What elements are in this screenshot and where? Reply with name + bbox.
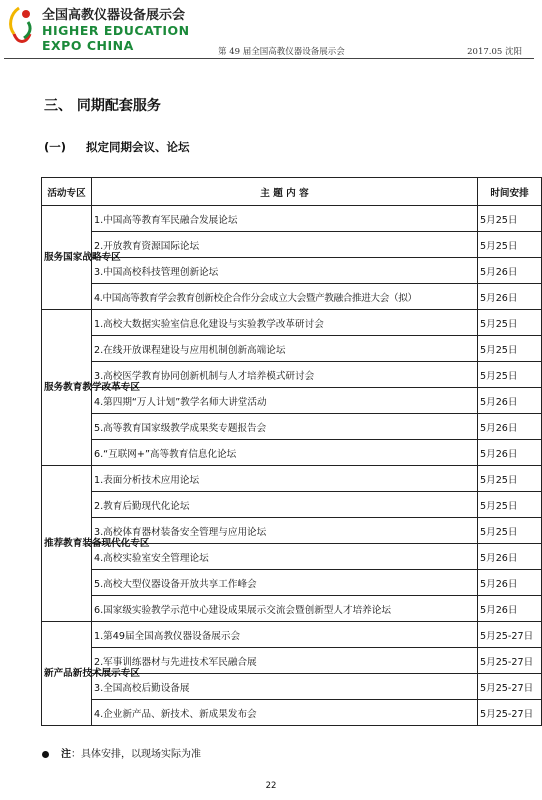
note-text: ：具体安排，以现场实际为准 [71,749,201,760]
topic-cell: 4.高校实验室安全管理论坛 [92,544,478,570]
table-row [42,622,542,648]
time-cell: 5月26日 [478,284,542,310]
expo-logo-icon [4,4,34,50]
table-row [42,336,542,362]
header-zone: 活动专区 [42,178,92,206]
time-cell: 5月25-27日 [478,674,542,700]
topic-cell: 4.中国高等教育学会教育创新校企合作分会成立大会暨产教融合推进大会（拟） [92,284,478,310]
topic-cell: 2.在线开放课程建设与应用机制创新高端论坛 [92,336,478,362]
topic-cell: 2.教育后勤现代化论坛 [92,492,478,518]
table-row [42,700,542,726]
zone-cell: 服务教育教学改革专区 [42,310,92,466]
table-row [42,492,542,518]
table-row [42,440,542,466]
time-cell: 5月25日 [478,362,542,388]
header-divider [4,58,534,59]
topic-cell: 5.高等教育国家级教学成果奖专题报告会 [92,414,478,440]
time-cell: 5月26日 [478,414,542,440]
time-cell: 5月26日 [478,440,542,466]
topic-cell: 4.第四期“万人计划”教学名师大讲堂活动 [92,388,478,414]
topic-cell: 3.高校体育器材装备安全管理与应用论坛 [92,518,478,544]
schedule-table [41,177,542,726]
logo-english-line2: EXPO CHINA [42,38,134,53]
subsection-number: (一) [44,140,67,154]
zone-cell: 新产品新技术展示专区 [42,622,92,726]
page-header [0,0,542,62]
time-cell: 5月26日 [478,596,542,622]
header-date-location: 2017.05 沈阳 [467,47,522,57]
header-event-name: 第 49 届全国高教仪器设备展示会 [218,47,345,57]
bullet-icon [42,751,49,758]
topic-cell: 3.高校医学教育协同创新机制与人才培养模式研讨会 [92,362,478,388]
zone-cell: 推荐教育装备现代化专区 [42,466,92,622]
topic-cell: 1.中国高等教育军民融合发展论坛 [92,206,478,232]
time-cell: 5月25-27日 [478,648,542,674]
time-cell: 5月25日 [478,518,542,544]
topic-cell: 3.中国高校科技管理创新论坛 [92,258,478,284]
subsection-text: 拟定同期会议、论坛 [86,140,190,154]
subsection-title [44,139,190,155]
zone-cell: 服务国家战略专区 [42,206,92,310]
time-cell: 5月26日 [478,570,542,596]
time-cell: 5月26日 [478,544,542,570]
table-row [42,466,542,492]
topic-cell: 1.高校大数据实验室信息化建设与实验教学改革研讨会 [92,310,478,336]
time-cell: 5月26日 [478,258,542,284]
topic-cell: 5.高校大型仪器设备开放共享工作峰会 [92,570,478,596]
time-cell: 5月25日 [478,310,542,336]
table-header-row [42,178,542,206]
topic-cell: 2.军事训练器材与先进技术军民融合展 [92,648,478,674]
logo-english-line1: HIGHER EDUCATION [42,23,190,38]
topic-cell: 1.表面分析技术应用论坛 [92,466,478,492]
section-title: 三、 同期配套服务 [44,98,161,114]
footnote [42,745,201,760]
topic-cell: 2.开放教育资源国际论坛 [92,232,478,258]
time-cell: 5月25日 [478,206,542,232]
topic-cell: 1.第49届全国高教仪器设备展示会 [92,622,478,648]
time-cell: 5月26日 [478,388,542,414]
table-row [42,414,542,440]
table-row [42,206,542,232]
header-topic: 主 题 内 容 [92,178,478,206]
topic-cell: 4.企业新产品、新技术、新成果发布会 [92,700,478,726]
table-row [42,310,542,336]
table-row [42,596,542,622]
page-number: 22 [265,781,277,791]
time-cell: 5月25-27日 [478,622,542,648]
topic-cell: 6.国家级实验教学示范中心建设成果展示交流会暨创新型人才培养论坛 [92,596,478,622]
table-row [42,570,542,596]
topic-cell: 6.“互联网+”高等教育信息化论坛 [92,440,478,466]
time-cell: 5月25日 [478,232,542,258]
note-label: 注 [61,749,71,760]
time-cell: 5月25日 [478,336,542,362]
time-cell: 5月25日 [478,466,542,492]
logo-chinese-name: 全国高教仪器设备展示会 [42,8,186,23]
time-cell: 5月25日 [478,492,542,518]
table-row [42,284,542,310]
time-cell: 5月25-27日 [478,700,542,726]
topic-cell: 3.全国高校后勤设备展 [92,674,478,700]
header-time: 时间安排 [478,178,542,206]
